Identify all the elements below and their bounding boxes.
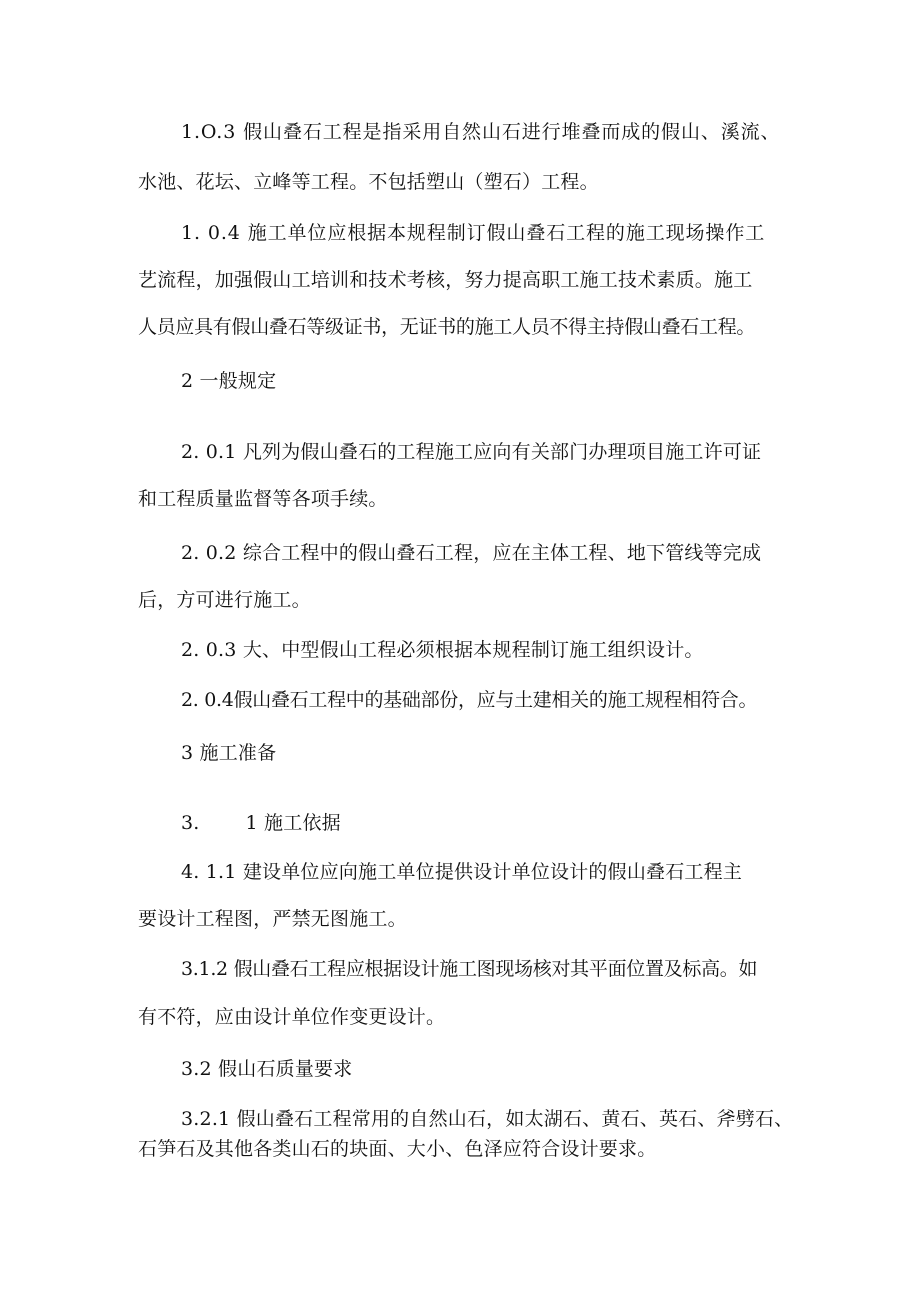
section-heading-2: 2 一般规定	[181, 370, 277, 392]
paragraph-1-0-4-line-2: 艺流程，加强假山工培训和技术考核，努力提高职工施工技术素质。施工	[138, 269, 753, 291]
paragraph-2-0-1-line-2: 和工程质量监督等各项手续。	[138, 488, 388, 510]
paragraph-1-0-4-line-1: 1. 0.4 施工单位应根据本规程制订假山叠石工程的施工现场操作工	[181, 222, 766, 244]
subsection-heading-3-2: 3.2 假山石质量要求	[181, 1058, 353, 1080]
paragraph-2-0-3: 2. 0.3 大、中型假山工程必须根据本规程制订施工组织设计。	[181, 639, 704, 661]
paragraph-3-2-1-line-1: 3.2.1 假山叠石工程常用的自然山石，如太湖石、黄石、英石、斧劈石、	[181, 1108, 794, 1130]
paragraph-3-1-1-line-2: 要设计工程图，严禁无图施工。	[138, 908, 407, 930]
paragraph-2-0-4: 2. 0.4假山叠石工程中的基础部份，应与土建相关的施工规程相符合。	[181, 689, 758, 711]
subsection-number: 3.	[181, 812, 200, 834]
paragraph-1-0-3-line-2: 水池、花坛、立峰等工程。不包括塑山（塑石）工程。	[138, 171, 599, 193]
paragraph-2-0-2-line-2: 后，方可进行施工。	[138, 589, 311, 611]
paragraph-1-0-4-line-3: 人员应具有假山叠石等级证书，无证书的施工人员不得主持假山叠石工程。	[138, 316, 756, 338]
subsection-heading-3-1	[0, 811, 920, 835]
paragraph-1-0-3-line-1: 1.O.3 假山叠石工程是指采用自然山石进行堆叠而成的假山、溪流、	[181, 121, 781, 143]
paragraph-3-2-1-line-2: 石笋石及其他各类山石的块面、大小、色泽应符合设计要求。	[138, 1138, 657, 1160]
paragraph-3-1-2-line-1: 3.1.2 假山叠石工程应根据设计施工图现场核对其平面位置及标高。如	[181, 958, 758, 980]
section-heading-3: 3 施工准备	[181, 742, 277, 764]
paragraph-2-0-1-line-1: 2. 0.1 凡列为假山叠石的工程施工应向有关部门办理项目施工许可证	[181, 441, 762, 463]
subsection-title: 1 施工依据	[245, 812, 341, 834]
paragraph-3-1-1-line-1: 4. 1.1 建设单位应向施工单位提供设计单位设计的假山叠石工程主	[181, 861, 743, 883]
paragraph-2-0-2-line-1: 2. 0.2 综合工程中的假山叠石工程，应在主体工程、地下管线等完成	[181, 542, 762, 564]
paragraph-3-1-2-line-2: 有不符，应由设计单位作变更设计。	[138, 1006, 446, 1028]
